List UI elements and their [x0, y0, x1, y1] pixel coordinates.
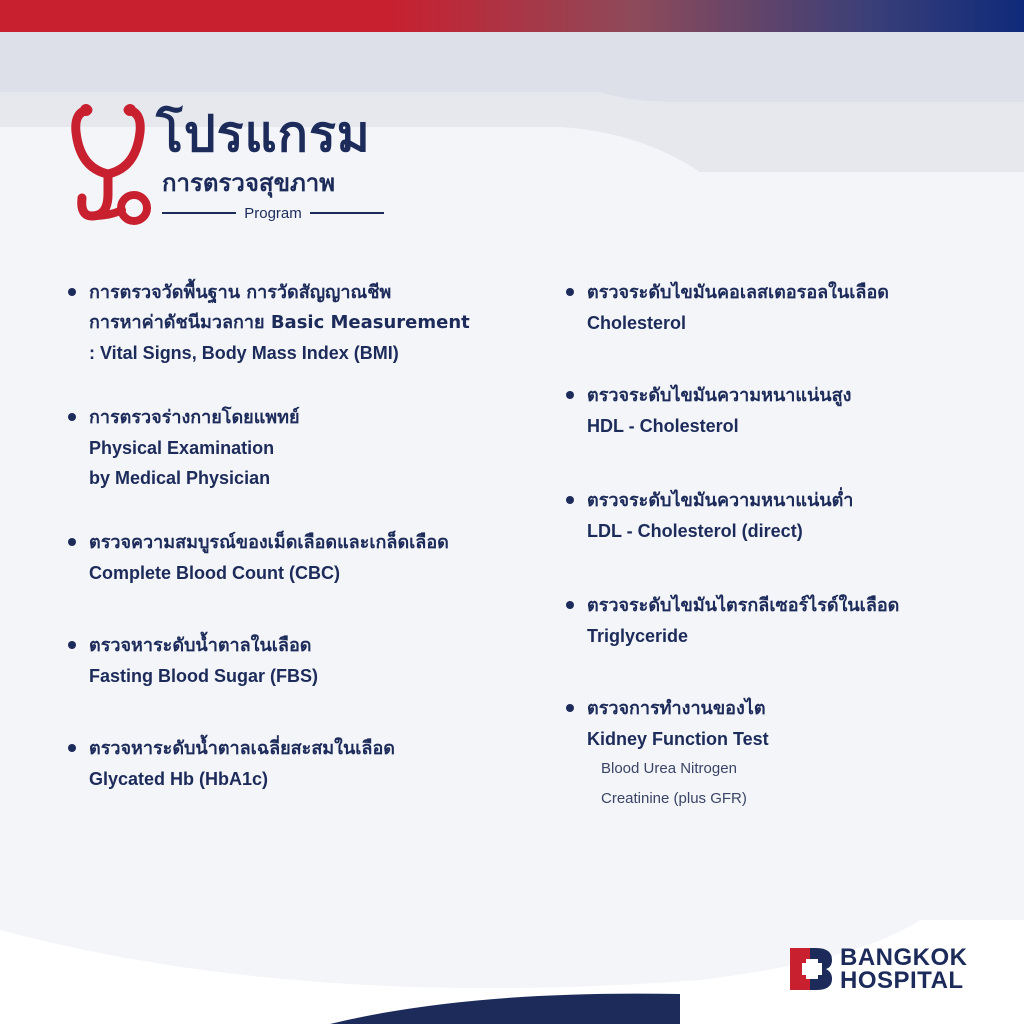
english-label: LDL - Cholesterol (direct): [587, 521, 803, 541]
program-label-row: [162, 202, 384, 224]
english-label: Fasting Blood Sugar (FBS): [89, 666, 318, 686]
bullet-dot: [68, 744, 76, 752]
logo-wordmark: [840, 946, 968, 992]
item-text: [89, 278, 470, 368]
item-text: [89, 403, 300, 493]
program-title: โปรแกรม: [156, 105, 371, 163]
thai-label: ตรวจความสมบูรณ์ของเม็ดเลือดและเกล็ดเลือด: [89, 532, 449, 553]
bullet-dot: [566, 496, 574, 504]
item-text: [89, 528, 449, 588]
logo-line-1: BANGKOK: [840, 944, 968, 971]
bottom-decoration: [0, 860, 1024, 1024]
sub-test-label: Blood Urea Nitrogen: [601, 760, 737, 777]
english-label: Complete Blood Count (CBC): [89, 563, 340, 583]
bullet-dot: [566, 601, 574, 609]
thai-label: ตรวจระดับไขมันความหนาแน่นต่ำ: [587, 490, 854, 511]
bangkok-hospital-b-cross-logo: [788, 946, 834, 992]
thai-label: ตรวจระดับไขมันไตรกลีเซอร์ไรด์ในเลือด: [587, 595, 900, 616]
bullet-dot: [68, 288, 76, 296]
english-label: Triglyceride: [587, 626, 689, 646]
thai-label: การหาค่าดัชนีมวลกาย Basic Measurement: [89, 312, 470, 333]
english-label: Kidney Function Test: [587, 729, 769, 749]
english-label: by Medical Physician: [89, 468, 271, 488]
item-text: [89, 734, 395, 794]
bullet-dot: [566, 704, 574, 712]
logo-line-2: HOSPITAL: [840, 967, 964, 994]
divider-line-right: [310, 212, 384, 214]
sub-test-label: Creatinine (plus GFR): [601, 790, 747, 807]
thai-label: การตรวจวัดพื้นฐาน การวัดสัญญาณชีพ: [89, 282, 392, 303]
divider-line-left: [162, 212, 236, 214]
thai-label: ตรวจระดับไขมันคอเลสเตอรอลในเลือด: [587, 282, 889, 303]
thai-label: ตรวจหาระดับน้ำตาลเฉลี่ยสะสมในเลือด: [89, 738, 395, 759]
thai-label: ตรวจการทำงานของไต: [587, 698, 766, 719]
bullet-dot: [68, 538, 76, 546]
thai-label: การตรวจร่างกายโดยแพทย์: [89, 407, 300, 428]
thai-label: ตรวจระดับไขมันความหนาแน่นสูง: [587, 385, 852, 406]
top-gradient-bar: [0, 0, 1024, 32]
bullet-dot: [68, 413, 76, 421]
english-label: Physical Examination: [89, 438, 275, 458]
stethoscope-icon: [70, 98, 156, 228]
item-text: [587, 694, 769, 814]
english-label: Glycated Hb (HbA1c): [89, 769, 269, 789]
program-english-label: Program: [244, 204, 302, 222]
bangkok-hospital-logo: [788, 944, 968, 996]
bullet-dot: [566, 391, 574, 399]
program-subtitle: การตรวจสุขภาพ: [162, 169, 336, 197]
english-label: Cholesterol: [587, 313, 687, 333]
english-label: : Vital Signs, Body Mass Index (BMI): [89, 343, 399, 363]
item-text: [587, 278, 889, 338]
english-label: HDL - Cholesterol: [587, 416, 739, 436]
bullet-dot: [68, 641, 76, 649]
item-text: [587, 381, 851, 441]
thai-label: ตรวจหาระดับน้ำตาลในเลือด: [89, 635, 312, 656]
item-text: [89, 631, 318, 691]
item-text: [587, 591, 899, 651]
item-text: [587, 486, 853, 546]
bullet-dot: [566, 288, 574, 296]
